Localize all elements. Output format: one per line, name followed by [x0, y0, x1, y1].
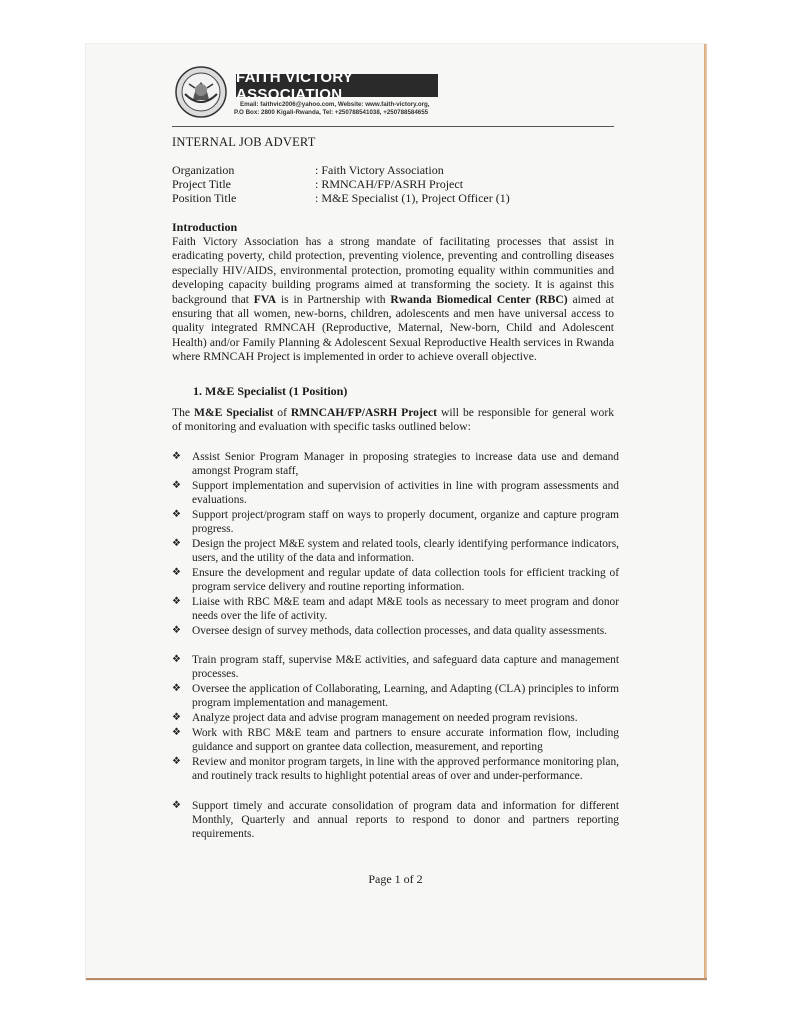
intro-text: is in Partnership with: [276, 292, 391, 306]
diamond-bullet-icon: ❖: [172, 451, 181, 462]
list-item-text: Train program staff, supervise M&E activities, and safeguard data capture and management processes.: [192, 654, 619, 681]
list-item-text: Design the project M&E system and related tools, clearly identifying performance indicators, users, and the utility of the data and information.: [192, 538, 619, 565]
page-number: Page 1 of 2: [368, 872, 423, 886]
header-divider: [172, 126, 614, 127]
diamond-bullet-icon: ❖: [172, 683, 181, 694]
contact-address-line: P.O Box: 2800 Kigali-Rwanda, Tel: +250788541038, +250788584655: [234, 109, 429, 116]
introduction-paragraph: [172, 235, 614, 365]
introduction-heading: Introduction: [172, 220, 238, 234]
list-item-text: Oversee the application of Collaborating, Learning, and Adapting (CLA) principles to inform program implementation and management.: [192, 683, 619, 710]
list-item-text: Oversee design of survey methods, data collection processes, and data quality assessments.: [192, 625, 608, 637]
contact-email-line: Email: faithvic2006@yahoo.com, Website: www.faith-victory.org,: [240, 101, 430, 108]
lead-role: M&E Specialist: [194, 406, 274, 419]
list-item-text: Liaise with RBC M&E team and adapt M&E tools as necessary to meet program and donor needs over the life of activity.: [192, 596, 619, 623]
diamond-bullet-icon: ❖: [172, 596, 181, 607]
meta-value: : Faith Victory Association: [315, 163, 444, 177]
diamond-bullet-icon: ❖: [172, 480, 181, 491]
lead-text: The: [172, 406, 194, 419]
page-edge-shadow: [704, 44, 707, 980]
list-item-text: Analyze project data and advise program management on needed program revisions.: [192, 712, 578, 724]
list-item-text: Ensure the development and regular update of data collection tools for efficient tracking of program service delivery and routine reporting information.: [192, 567, 619, 594]
list-item-text: Support project/program staff on ways to properly document, organize and capture program progress.: [192, 509, 619, 536]
lead-project: RMNCAH/FP/ASRH Project: [290, 406, 437, 419]
diamond-bullet-icon: ❖: [172, 712, 181, 723]
diamond-bullet-icon: ❖: [172, 509, 181, 520]
me-specialist-heading: 1. M&E Specialist (1 Position): [193, 384, 348, 398]
organization-banner: FAITH VICTORY ASSOCIATION: [236, 74, 438, 97]
intro-text: Faith Victory Association has a strong mandate of facilitating processes that assist in eradicating poverty, child protection, preventing violence, preventing and controlling diseases especially HIV/AIDS, environmental protection, promoting equality within communities and developing capacity building programs aimed at transforming the society. It is against this background that: [172, 235, 614, 306]
page-bottom-edge: [86, 978, 707, 980]
diamond-bullet-icon: ❖: [172, 727, 181, 738]
diamond-bullet-icon: ❖: [172, 756, 181, 767]
intro-rbc: Rwanda Biomedical Center (RBC): [390, 292, 568, 306]
lead-text: of: [273, 406, 291, 419]
meta-key: Position Title: [172, 191, 237, 205]
meta-value: : RMNCAH/FP/ASRH Project: [315, 177, 464, 191]
diamond-bullet-icon: ❖: [172, 654, 181, 665]
list-item-text: Support implementation and supervision of activities in line with program assessments and evaluations.: [192, 480, 619, 507]
advert-title: INTERNAL JOB ADVERT: [172, 135, 316, 149]
meta-key: Project Title: [172, 177, 232, 191]
diamond-bullet-icon: ❖: [172, 567, 181, 578]
list-item-text: Work with RBC M&E team and partners to ensure accurate information flow, including guidance and support on grantee data collection, measurement, and reporting: [192, 727, 619, 754]
association-logo-icon: [175, 66, 227, 118]
lead-text: will be responsible for general work of monitoring and evaluation with specific tasks outlined below:: [172, 406, 614, 434]
diamond-bullet-icon: ❖: [172, 625, 181, 636]
intro-text: aimed at ensuring that all women, new-borns, children, adolescents and men have universal access to quality integrated RMNCAH (Reproductive, Maternal, New-born, Child and Adolescent Health) and/or Family Planning & Adolescent Sexual Reproductive Health services in Rwanda where RMNCAH Project is implemented in order to achieve overall objective.: [172, 292, 614, 364]
intro-fva: FVA: [253, 292, 277, 306]
list-item-text: Review and monitor program targets, in line with the approved performance monitoring plan, and routinely track results to highlight potential areas of over and under-performance.: [192, 756, 619, 783]
diamond-bullet-icon: ❖: [172, 538, 181, 549]
list-item-text: Support timely and accurate consolidation of program data and information for different Monthly, Quarterly and annual reports to respond to donor and partners reporting requirements.: [192, 800, 619, 841]
me-lead-paragraph: [172, 406, 614, 435]
diamond-bullet-icon: ❖: [172, 800, 181, 811]
list-item-text: Assist Senior Program Manager in proposing strategies to increase data use and demand amongst Program staff,: [192, 451, 619, 478]
meta-key: Organization: [172, 163, 235, 177]
meta-value: : M&E Specialist (1), Project Officer (1): [315, 191, 510, 205]
